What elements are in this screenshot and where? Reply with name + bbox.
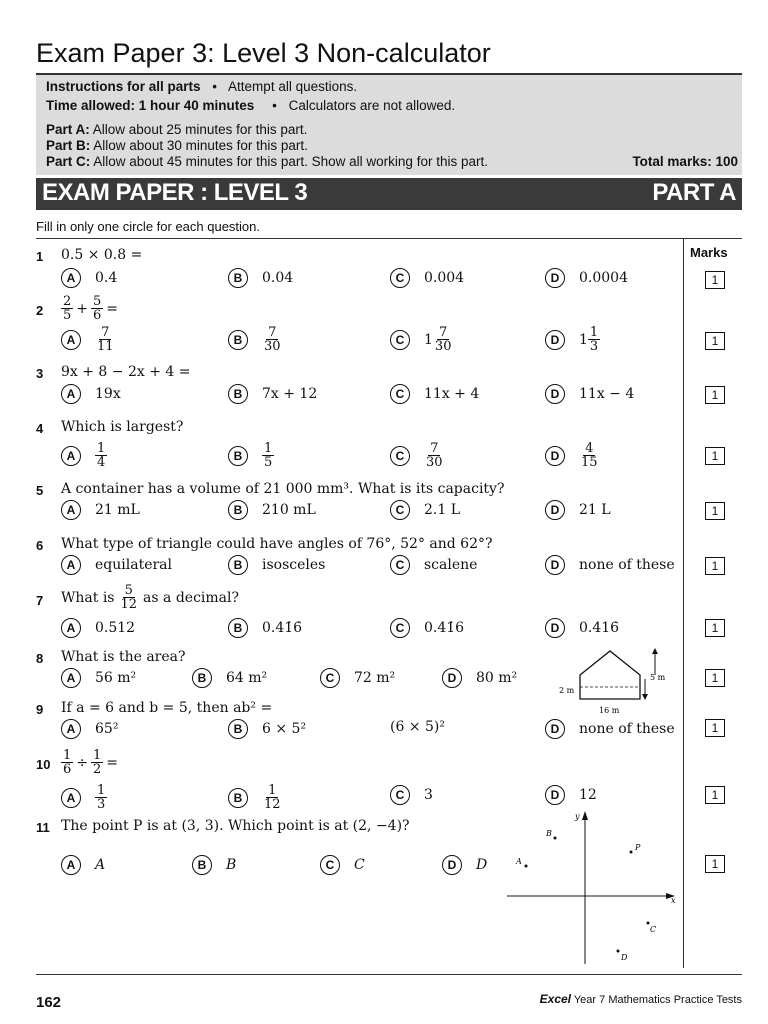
circle-c[interactable]: C [390,446,410,466]
instructions-line [46,79,357,94]
marks-box: 1 [705,669,725,687]
circle-a[interactable]: A [61,268,81,288]
marks-header: Marks [690,245,728,260]
question-number: 6 [36,538,44,553]
circle-b[interactable]: B [228,384,248,404]
circle-d[interactable]: D [442,668,462,688]
band-title: EXAM PAPER : LEVEL 3 [42,179,308,206]
option-c[interactable]: C 72 m² [320,668,395,688]
option-b[interactable]: B isosceles [228,555,325,575]
question-number: 11 [36,820,50,835]
option-c[interactable]: (6 × 5)² [390,719,445,735]
option-b[interactable]: B B [192,855,236,875]
option-d[interactable]: D 1 $\frac{1}{3}$ [545,326,600,353]
option-b[interactable]: B 7x + 12 [228,384,317,404]
point-p [630,851,633,854]
brand-name: Excel [539,992,571,1006]
option-c[interactable]: C 2.1 L [390,500,460,520]
circle-d[interactable]: D [545,268,565,288]
point-a [525,865,528,868]
circle-c[interactable]: C [390,330,410,350]
circle-b[interactable]: B [192,855,212,875]
question-text: Which is largest? [61,419,184,435]
question-number: 7 [36,593,44,608]
option-a[interactable]: A 21 mL [61,500,140,520]
y-axis-label: y [575,812,580,821]
circle-b[interactable]: B [228,618,248,638]
part-c-label: Part C: [46,154,91,169]
part-b-text: Allow about 30 minutes for this part. [93,138,308,153]
part-b-label: Part B: [46,138,91,153]
time-text: Calculators are not allowed. [288,98,456,113]
question-text: If a = 6 and b = 5, then ab² = [61,700,273,716]
fill-instruction: Fill in only one circle for each question. [36,219,261,234]
option-b[interactable]: B 6 × 5² [228,719,306,739]
marks-box: 1 [705,786,725,804]
circle-a[interactable]: A [61,384,81,404]
option-d[interactable]: D 21 L [545,500,611,520]
option-d[interactable]: D 12 [545,785,597,805]
option-c-value: 0.004 [424,270,465,286]
marks-box: 1 [705,271,725,289]
option-c[interactable]: C C [320,855,365,875]
footer-divider [36,974,742,975]
option-d[interactable]: D none of these [545,555,675,575]
marks-box: 1 [705,619,725,637]
marks-box: 1 [705,719,725,737]
part-b-line [46,138,308,153]
figure-side-label: 2 m [559,686,575,695]
circle-d[interactable]: D [545,555,565,575]
time-line [46,98,455,113]
circle-a[interactable]: A [61,618,81,638]
option-c[interactable]: C scalene [390,555,477,575]
question-text: $\frac{2}{5}$ + $\frac{5}{6}$ = [63,294,119,323]
part-a-line [46,122,307,137]
marks-box: 1 [705,447,725,465]
circle-c[interactable]: C [390,268,410,288]
circle-c[interactable]: C [320,855,340,875]
circle-d[interactable]: D [442,855,462,875]
bullet: • [212,79,218,94]
marks-box: 1 [705,855,725,873]
point-d-label: D [621,953,628,962]
marks-box: 1 [705,332,725,350]
circle-b[interactable]: B [228,330,248,350]
option-c[interactable]: C $\frac{7}{30}$ [390,442,445,469]
circle-a[interactable]: A [61,446,81,466]
circle-b[interactable]: B [228,788,248,808]
option-a[interactable]: A 19x [61,384,121,404]
circle-c[interactable]: C [320,668,340,688]
question-text: What is $\frac{5}{12}$ as a decimal? [61,583,239,612]
question-text: A container has a volume of 21 000 mm³. What is its capacity? [61,481,505,497]
circle-b[interactable]: B [228,500,248,520]
book-title [540,992,742,1006]
instructions-text: Attempt all questions. [228,79,358,94]
circle-a[interactable]: A [61,668,81,688]
option-a[interactable] [61,268,117,288]
point-p-label: P [635,843,641,852]
option-a[interactable]: A $\frac{7}{11}$ [61,326,116,353]
marks-box: 1 [705,386,725,404]
question-number: 5 [36,483,44,498]
question-number: 1 [36,249,44,264]
question-text: 9x + 8 − 2x + 4 = [61,364,191,380]
point-b-label: B [546,829,552,838]
coordinate-grid [505,806,683,970]
option-b[interactable] [228,268,293,288]
part-a-text: Allow about 25 minutes for this part. [92,122,308,137]
option-b[interactable]: B 210 mL [228,500,316,520]
question-number: 2 [36,303,44,318]
instructions-panel [36,73,742,175]
circle-d[interactable]: D [545,446,565,466]
circle-c[interactable]: C [390,500,410,520]
circle-c[interactable]: C [390,384,410,404]
option-d[interactable] [545,268,628,288]
house-shape-figure [550,645,670,717]
question-number: 4 [36,421,44,436]
question-text: What is the area? [61,649,186,665]
marks-column-divider [683,238,684,968]
marks-box: 1 [705,557,725,575]
question-number: 10 [36,757,51,772]
circle-d[interactable]: D [545,384,565,404]
option-a[interactable]: A equilateral [61,555,172,575]
option-a[interactable]: A $\frac{1}{4}$ [61,442,107,469]
option-d[interactable]: D none of these [545,719,675,739]
circle-a[interactable]: A [61,855,81,875]
option-c[interactable]: C 11x + 4 [390,384,479,404]
option-a[interactable]: A 65² [61,719,118,739]
point-d [617,950,620,953]
option-a[interactable]: A A [61,855,105,875]
circle-b[interactable]: B [192,668,212,688]
question-text: The point P is at (3, 3). Which point is at (2, −4)? [61,818,410,834]
circle-a[interactable]: A [61,788,81,808]
question-number: 9 [36,702,44,717]
section-band [36,178,742,210]
question-text: What type of triangle could have angles of 76°, 52° and 62°? [61,536,493,552]
circle-b[interactable]: B [228,719,248,739]
option-b[interactable]: B 64 m² [192,668,267,688]
time-label: Time allowed: 1 hour 40 minutes [46,98,255,113]
point-c-label: C [650,925,657,934]
circle-d[interactable]: D [545,330,565,350]
option-a[interactable]: A 0.512 [61,618,135,638]
circle-d[interactable]: D [545,719,565,739]
option-d[interactable]: D 0.416̇ [545,618,619,638]
part-c-line [46,154,488,169]
option-d-value: 0.0004 [579,270,628,286]
option-b[interactable]: B $\frac{1}{12}$ [228,784,283,811]
total-marks: Total marks: 100 [632,154,738,169]
question-text: $\frac{1}{6}$ ÷ $\frac{1}{2}$ = [63,748,119,777]
option-d[interactable]: D $\frac{4}{15}$ [545,442,600,469]
circle-c[interactable]: C [390,618,410,638]
circle-a[interactable]: A [61,330,81,350]
option-a[interactable]: A $\frac{1}{3}$ [61,784,107,811]
option-b-value: 0.04 [262,270,294,286]
option-b[interactable]: B $\frac{1}{5}$ [228,442,274,469]
circle-d[interactable]: D [545,500,565,520]
option-c[interactable]: C 1 $\frac{7}{30}$ [390,326,453,353]
book-name: Year 7 Mathematics Practice Tests [571,994,742,1006]
circle-b[interactable]: B [228,555,248,575]
point-a-label: A [516,857,522,866]
part-c-text: Allow about 45 minutes for this part. Show all working for this part. [93,154,488,169]
x-axis-label: x [671,896,676,905]
option-d[interactable]: D 80 m² [442,668,517,688]
option-a-value: 0.4 [95,270,118,286]
option-c[interactable] [390,268,464,288]
option-d[interactable]: D 11x − 4 [545,384,634,404]
circle-d[interactable]: D [545,785,565,805]
option-a[interactable]: A 56 m² [61,668,136,688]
circle-a[interactable]: A [61,555,81,575]
option-c[interactable]: C 3 [390,785,433,805]
page-title: Exam Paper 3: Level 3 Non-calculator [36,38,491,68]
page-number: 162 [36,994,62,1011]
option-b[interactable]: B 0.41̇6̇ [228,618,302,638]
band-part: PART A [652,179,736,206]
circle-b[interactable]: B [228,446,248,466]
circle-a[interactable]: A [61,500,81,520]
instructions-label: Instructions for all parts [46,79,201,94]
point-b [554,837,557,840]
option-b[interactable]: B $\frac{7}{30}$ [228,326,283,353]
option-d[interactable]: D D [442,855,487,875]
question-number: 8 [36,651,44,666]
part-a-label: Part A: [46,122,90,137]
option-c[interactable]: C 0.41̇6 [390,618,464,638]
figure-height-label: 5 m [650,673,666,682]
question-number: 3 [36,366,44,381]
figure-base-label: 16 m [599,706,620,715]
divider [36,238,742,239]
question-text: 0.5 × 0.8 = [61,247,143,263]
marks-box: 1 [705,502,725,520]
circle-a[interactable]: A [61,719,81,739]
circle-d[interactable]: D [545,618,565,638]
circle-c[interactable]: C [390,785,410,805]
circle-c[interactable]: C [390,555,410,575]
circle-b[interactable]: B [228,268,248,288]
bullet: • [272,98,277,113]
